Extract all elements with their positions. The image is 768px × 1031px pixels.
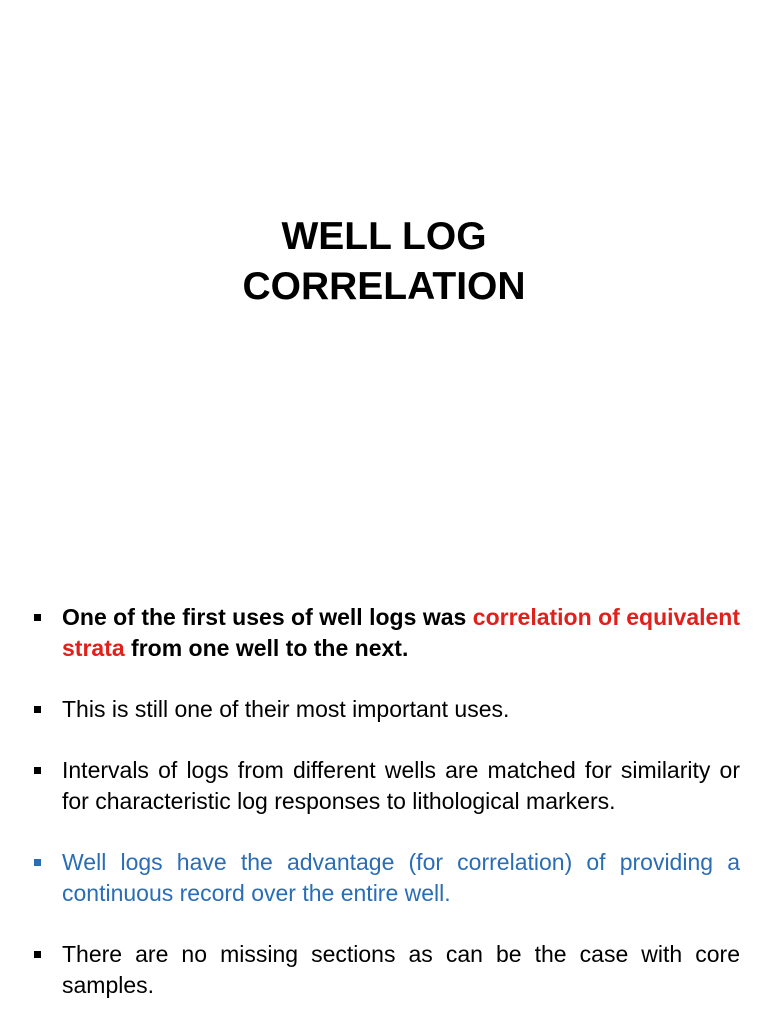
title-line-1: WELL LOG: [281, 215, 487, 258]
title-line-2: CORRELATION: [242, 265, 526, 308]
bullet-text-part-3: from one well to the next.: [124, 635, 409, 661]
bullet-text: Well logs have the advantage (for correlation) of providing a continuous record over the entire well.: [62, 849, 740, 906]
bullet-list: [34, 602, 740, 1031]
bullet-item-intervals: [34, 755, 740, 817]
square-bullet-icon: [34, 706, 41, 713]
bullet-text: This is still one of their most important uses.: [62, 696, 510, 722]
square-bullet-icon: [34, 951, 41, 958]
bullet-item-advantage: [34, 847, 740, 909]
square-bullet-icon: [34, 614, 41, 621]
bullet-item-important-uses: [34, 694, 740, 725]
bullet-text-highlight: correlation of equivalent strata: [62, 604, 741, 661]
bullet-item-correlation: [34, 602, 740, 664]
bullet-text: Intervals of logs from different wells are matched for similarity or for characteristic log responses to lithological markers.: [62, 757, 740, 814]
square-bullet-icon: [34, 767, 41, 774]
bullet-text-part-1: One of the first uses of well logs was: [62, 604, 473, 630]
bullet-text: There are no missing sections as can be the case with core samples.: [62, 941, 740, 998]
square-bullet-icon: [34, 859, 41, 866]
slide-title: [0, 212, 768, 312]
bullet-item-no-missing-sections: [34, 939, 740, 1001]
